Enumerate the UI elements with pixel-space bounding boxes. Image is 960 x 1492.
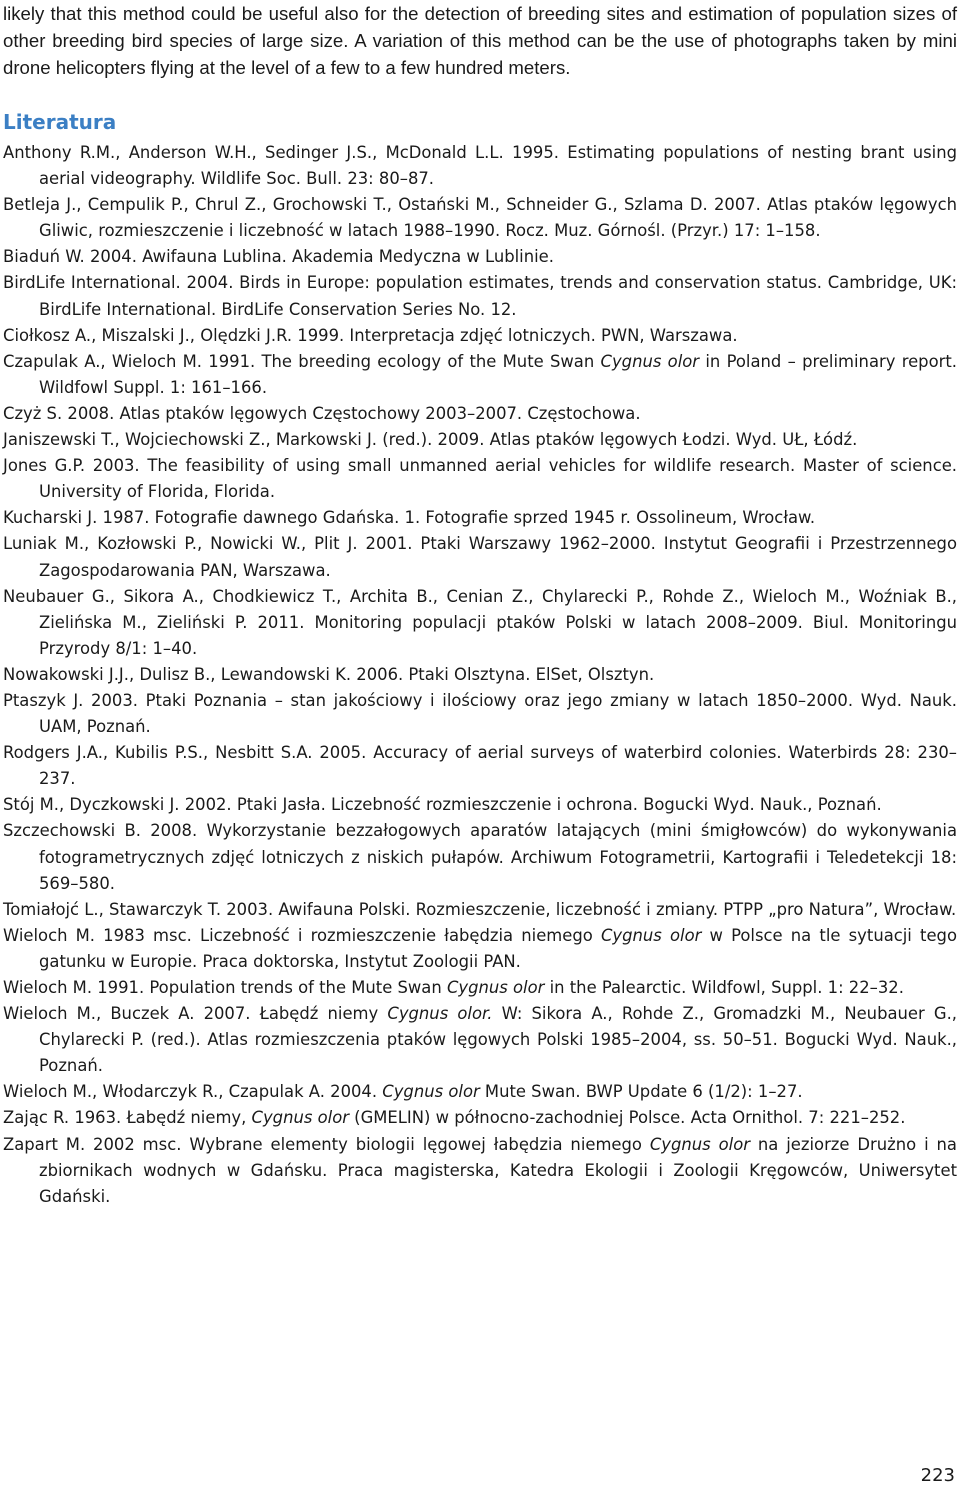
reference-entry — [3, 688, 957, 740]
page-content — [3, 0, 957, 1210]
reference-entry — [3, 401, 957, 427]
reference-text: W: Sikora A., Rohde Z., Gromadzki M., Neubauer G., Chylarecki P. (red.). Atlas rozmieszczenia ptaków lęgowych Polski 1985–2004, ss. 50–51. Bogucki Wyd. Nauk., Poznań. — [39, 1004, 957, 1076]
species-name: Cygnus olor — [382, 1082, 480, 1102]
reference-entry — [3, 818, 957, 896]
reference-text: Mute Swan. BWP Update 6 (1/2): 1–27. — [479, 1082, 803, 1102]
reference-text: na jeziorze Drużno i na zbiornikach wodnych w Gdańsku. Praca magisterska, Katedra Ekologii i Zoologii Kręgowców, Uniwersytet Gdański. — [39, 1134, 957, 1206]
reference-entry — [3, 1132, 957, 1210]
reference-text: in Poland – preliminary report. Wildfowl Suppl. 1: 161–166. — [39, 351, 957, 397]
reference-entry — [3, 923, 957, 975]
reference-entry — [3, 897, 957, 923]
reference-entry — [3, 349, 957, 401]
reference-text: Tomiałojć L., Stawarczyk T. 2003. Awifauna Polski. Rozmieszczenie, liczebność i zmiany. PTPP „pro Natura”, Wrocław. — [3, 899, 957, 919]
species-name: Cygnus olor — [446, 978, 545, 997]
reference-text: Jones G.P. 2003. The feasibility of using small unmanned aerial vehicles for wildlife research. Master of science. University of Florida, Florida. — [3, 456, 957, 502]
reference-text: Czapulak A., Wieloch M. 1991. The breeding ecology of the Mute Swan — [3, 351, 601, 371]
reference-text: Wieloch M., Buczek A. 2007. Łabędź niemy — [3, 1004, 388, 1024]
reference-text: w Polsce na tle sytuacji tego gatunku w Europie. Praca doktorska, Instytut Zoologii PAN. — [39, 925, 957, 971]
reference-text: Janiszewski T., Wojciechowski Z., Markowski J. (red.). 2009. Atlas ptaków lęgowych Łodzi. Wyd. UŁ, Łódź. — [3, 430, 858, 450]
reference-entry — [3, 244, 957, 270]
reference-entry — [3, 975, 957, 1001]
page-number: 223 — [920, 1465, 955, 1486]
reference-text: Wieloch M. 1983 msc. Liczebność i rozmieszczenie łabędzia niemego — [3, 925, 601, 945]
reference-entry — [3, 323, 957, 349]
reference-text: Betleja J., Cempulik P., Chrul Z., Grochowski T., Ostański M., Schneider G., Szlama D. 2007. Atlas ptaków lęgowych Gliwic, rozmieszczenie i liczebność w latach 1988–1990. Rocz. Muz. Górnośl. (Przyr.) 17: 1–158. — [3, 195, 957, 241]
species-name: Cygnus olor — [600, 351, 700, 371]
reference-entry — [3, 1001, 957, 1079]
reference-text: Stój M., Dyczkowski J. 2002. Ptaki Jasła. Liczebność rozmieszczenie i ochrona. Bogucki Wyd. Nauk., Poznań. — [3, 795, 882, 815]
reference-text: Szczechowski B. 2008. Wykorzystanie bezzałogowych aparatów latających (mini śmigłowców) do wykonywania fotogrametrycznych zdjęć lotniczych z niskich pułapów. Archiwum Fotogrametrii, Kartografii i Teledetekcji 18: 569–580. — [3, 821, 957, 893]
reference-entry — [3, 270, 957, 322]
reference-entry — [3, 662, 957, 688]
species-name: Cygnus olor. — [387, 1004, 493, 1024]
reference-entry — [3, 140, 957, 192]
reference-list — [3, 140, 957, 1210]
species-name: Cygnus olor — [600, 925, 702, 945]
reference-text: Czyż S. 2008. Atlas ptaków lęgowych Częstochowy 2003–2007. Częstochowa. — [3, 403, 641, 423]
reference-text: in the Palearctic. Wildfowl, Suppl. 1: 22–32. — [544, 978, 904, 997]
reference-entry — [3, 192, 957, 244]
species-name: Cygnus olor — [649, 1134, 750, 1154]
reference-text: BirdLife International. 2004. Birds in Europe: population estimates, trends and conservation status. Cambridge, UK: BirdLife International. BirdLife Conservation Series No. 12. — [3, 273, 957, 319]
reference-text: Neubauer G., Sikora A., Chodkiewicz T., Archita B., Cenian Z., Chylarecki P., Rohde Z., Wieloch M., Woźniak B., Zielińska M., Zieliński P. 2011. Monitoring populacji ptaków Polski w latach 2008–2009. Biul. Monitoringu Przyrody 8/1: 1–40. — [3, 586, 957, 658]
reference-entry — [3, 1079, 957, 1105]
reference-text: Nowakowski J.J., Dulisz B., Lewandowski K. 2006. Ptaki Olsztyna. ElSet, Olsztyn. — [3, 664, 655, 684]
reference-text: Zapart M. 2002 msc. Wybrane elementy biologii lęgowej łabędzia niemego — [3, 1134, 650, 1154]
section-heading: Literatura — [3, 110, 117, 134]
reference-text: Wieloch M. 1991. Population trends of the Mute Swan — [3, 978, 447, 997]
reference-text: Ciołkosz A., Miszalski J., Olędzki J.R. 1999. Interpretacja zdjęć lotniczych. PWN, Warszawa. — [3, 325, 738, 345]
reference-text: Ptaszyk J. 2003. Ptaki Poznania – stan jakościowy i ilościowy oraz jego zmiany w latach 1850–2000. Wyd. Nauk. UAM, Poznań. — [3, 690, 957, 737]
reference-text: Luniak M., Kozłowski P., Nowicki W., Plit J. 2001. Ptaki Warszawy 1962–2000. Instytut Geografii i Przestrzennego Zagospodarowania PAN, Warszawa. — [3, 534, 957, 580]
reference-entry — [3, 427, 957, 453]
reference-text: Wieloch M., Włodarczyk R., Czapulak A. 2004. — [3, 1082, 383, 1102]
reference-text: Rodgers J.A., Kubilis P.S., Nesbitt S.A. 2005. Accuracy of aerial surveys of waterbird colonies. Waterbirds 28: 230–237. — [3, 743, 957, 789]
reference-entry — [3, 531, 957, 583]
reference-text: Biaduń W. 2004. Awifauna Lublina. Akademia Medyczna w Lublinie. — [3, 247, 554, 267]
reference-text: Anthony R.M., Anderson W.H., Sedinger J.S., McDonald L.L. 1995. Estimating populations of nesting brant using aerial videography. Wildlife Soc. Bull. 23: 80–87. — [3, 143, 957, 189]
reference-entry — [3, 740, 957, 792]
reference-entry — [3, 453, 957, 505]
reference-entry — [3, 792, 957, 818]
reference-text: Zając R. 1963. Łabędź niemy, — [3, 1108, 252, 1128]
reference-text: Kucharski J. 1987. Fotografie dawnego Gdańska. 1. Fotografie sprzed 1945 r. Ossolineum, Wrocław. — [3, 508, 816, 528]
intro-paragraph: likely that this method could be useful also for the detection of breeding sites and estimation of population sizes of other breeding bird species of large size. A variation of this method can be the use of photographs taken by mini drone helicopters flying at the level of a few to a few hundred meters. — [3, 3, 957, 78]
reference-text: (GMELIN) w północno-zachodniej Polsce. Acta Ornithol. 7: 221–252. — [348, 1108, 906, 1128]
reference-entry — [3, 505, 957, 531]
reference-entry — [3, 1105, 957, 1131]
reference-entry — [3, 584, 957, 662]
species-name: Cygnus olor — [251, 1108, 349, 1128]
